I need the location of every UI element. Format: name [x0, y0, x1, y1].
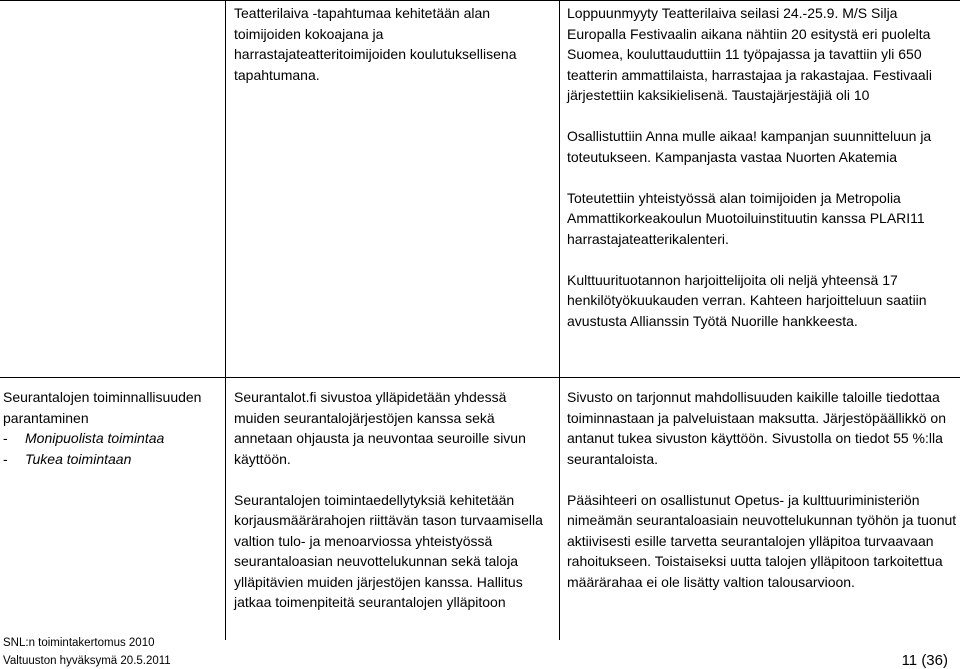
goal-title: Seurantalojen toiminnallisuuden parantaminen — [3, 389, 202, 426]
footer-report-name: SNL:n toimintakertomus 2010 — [3, 637, 155, 649]
results-paragraph-4: Kulttuurituotannon harjoittelijoita oli neljä yhteensä 17 henkilötyökuukauden verran. Kahteen harjoitteluun saatiin avustusta Allianssin Työtä Nuorille hankkeesta. — [567, 271, 927, 329]
row2-description-cell — [234, 387, 552, 613]
results-paragraph-1: Loppuunmyyty Teatterilaiva seilasi 24.-25.9. M/S Silja Europalla Festivaalin aikana nähtiin 20 esitystä eri puolelta Suomea, kouluttauduttiin 11 työpajassa ja tavattiin yli 650 teatterin ammattilaista, harrastajaa ja rakastajaa. Festivaali järjestettiin kaksikielisenä. Taustajärjestäjiä oli 10 — [567, 5, 932, 103]
results-paragraph-2: Osallistuttiin Anna mulle aikaa! kampanjan suunnitteluun ja toteutukseen. Kampanjasta vastaa Nuorten Akatemia — [567, 128, 932, 165]
row2-description-paragraph-1: Seurantalot.fi sivustoa ylläpidetään yhdessä muiden seurantalojärjestöjen kanssa sekä annetaan ohjausta ja neuvontaa seuroille sivun käyttöön. — [234, 389, 526, 467]
row2-results-paragraph-2: Pääsihteeri on osallistunut Opetus- ja kulttuuriministeriön nimeämän seurantaloasiain neuvottelukunnan työhön ja tuonut aktiivisesti esille tarvetta seurantalojen ylläpitoa turvaavaan rahoitukseen. Toistaiseksi uutta talojen ylläpitoon tarkoitettua määrärahaa ei ole lisätty valtion talousarvioon. — [567, 491, 957, 590]
row2-description-paragraph-2: Seurantalojen toimintaedellytyksiä kehitetään korjausmäärärahojen riittävän tason turvaamisella valtion tulo- ja menoarviossa yhteistyössä seurantaloasian neuvottelukunnan sekä taloja ylläpitävien muiden järjestöjen kanssa. Hallitus jatkaa toimenpiteitä seurantalojen ylläpitoon — [234, 491, 543, 610]
row2-results-cell — [567, 387, 957, 592]
row1-results-cell — [567, 3, 957, 331]
goal-list — [3, 428, 218, 469]
list-item: - Monipuolista toimintaa — [3, 428, 218, 449]
page-number: 11 (36) — [901, 652, 948, 669]
table-border-top — [0, 0, 960, 1]
table-column-divider-2 — [559, 0, 560, 640]
table-column-divider-1 — [225, 0, 226, 640]
row2-results-paragraph-1: Sivusto on tarjonnut mahdollisuuden kaikille taloille tiedottaa toiminnastaan ja palveluistaan maksutta. Järjestöpäällikkö on antanut tukea sivuston käyttöön. Sivustolla on tiedot 55 %:lla seurantaloista. — [567, 389, 946, 467]
footer-approval-date: Valtuuston hyväksymä 20.5.2011 — [3, 655, 171, 667]
row2-goal-cell — [3, 387, 218, 469]
row1-description: Teatterilaiva -tapahtumaa kehitetään alan toimijoiden kokoajana ja harrastajateatteritoimijoiden koulutuksellisena tapahtumana. — [234, 5, 517, 83]
row1-description-cell — [234, 3, 552, 85]
results-paragraph-3: Toteutettiin yhteistyössä alan toimijoiden ja Metropolia Ammattikorkeakoulun Muotoiluinstituutin kanssa PLARI11 harrastajateatterikalenteri. — [567, 189, 925, 247]
list-item: - Tukea toimintaan — [3, 449, 218, 470]
table-row-divider — [0, 377, 960, 378]
